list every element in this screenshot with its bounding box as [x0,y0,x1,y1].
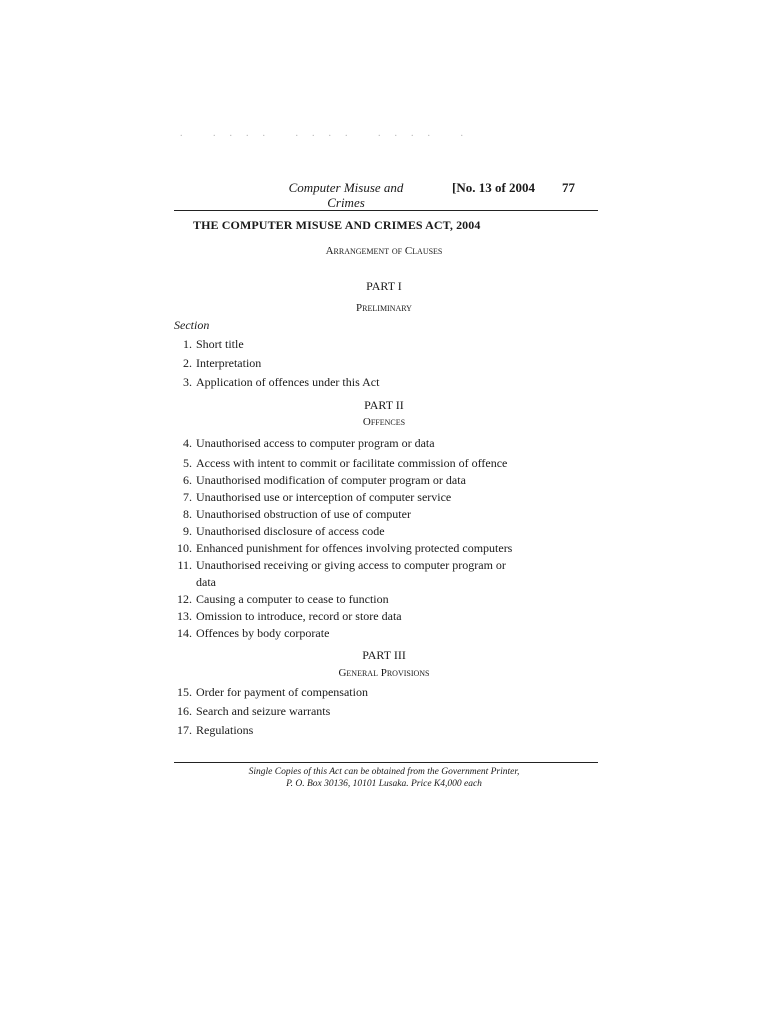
footnote-line2: P. O. Box 30136, 10101 Lusaka. Price K4,000 each [286,779,482,789]
clause-text: Interpretation [196,356,262,370]
clause-number: 3. [183,375,192,389]
clause-text: Access with intent to commit or facilitate commission of offence [196,456,508,470]
clause-number: 5. [183,456,192,470]
act-number: [No. 13 of 2004 [452,180,536,195]
clause-number: 17. [177,723,192,737]
part-2-label: PART II [364,398,404,412]
part-2-heading: Offences [362,416,406,428]
page-number: 77 [562,180,575,195]
section-label: Section [174,318,210,332]
running-title-line1: Computer Misuse and [288,180,404,195]
clause-text: Short title [196,337,244,351]
clause-number: 9. [183,524,192,538]
clause-text: Regulations [196,723,254,737]
clause-text: Unauthorised disclosure of access code [196,524,385,538]
part-1-heading: Preliminary [356,302,412,314]
clause-number: 1. [183,337,192,351]
running-title-line2: Crimes [327,195,365,210]
running-title [266,180,426,210]
clause-number: 7. [183,490,192,504]
footnote-line1: Single Copies of this Act can be obtained from the Government Printer, [248,767,520,777]
clause-text: Enhanced punishment for offences involving protected computers [196,541,513,555]
clause-number: 8. [183,507,192,521]
part-1-label: PART I [366,279,402,293]
clause-number: 6. [183,473,192,487]
clause-text-continued: data [196,575,216,589]
header-rule [174,210,598,211]
clause-text: Unauthorised modification of computer program or data [196,473,466,487]
clause-text: Order for payment of compensation [196,685,368,699]
clause-text: Offences by body corporate [196,626,330,640]
clause-number: 2. [183,356,192,370]
arrangement-heading: Arrangement of Clauses [325,245,443,257]
clause-number: 12. [177,592,192,606]
part-3-heading: General Provisions [338,667,430,679]
clause-text: Omission to introduce, record or store data [196,609,402,623]
footnote [0,766,768,790]
clause-text: Unauthorised use or interception of computer service [196,490,452,504]
clause-text: Application of offences under this Act [196,375,380,389]
clause-number: 15. [177,685,192,699]
clause-text: Unauthorised receiving or giving access to computer program or [196,558,506,572]
clause-number: 16. [177,704,192,718]
clause-number: 10. [177,541,192,555]
clause-number: 11. [177,558,192,572]
scan-specks: . .... .... .... . [180,128,477,139]
clause-number: 13. [177,609,192,623]
clause-number: 14. [177,626,192,640]
clause-text: Causing a computer to cease to function [196,592,389,606]
clause-text: Unauthorised access to computer program or data [196,436,435,450]
clause-text: Unauthorised obstruction of use of computer [196,507,411,521]
clause-number: 4. [183,436,192,450]
clause-text: Search and seizure warrants [196,704,331,718]
footer-rule [174,762,598,763]
part-3-label: PART III [362,648,406,662]
act-title: THE COMPUTER MISUSE AND CRIMES ACT, 2004 [193,218,481,232]
